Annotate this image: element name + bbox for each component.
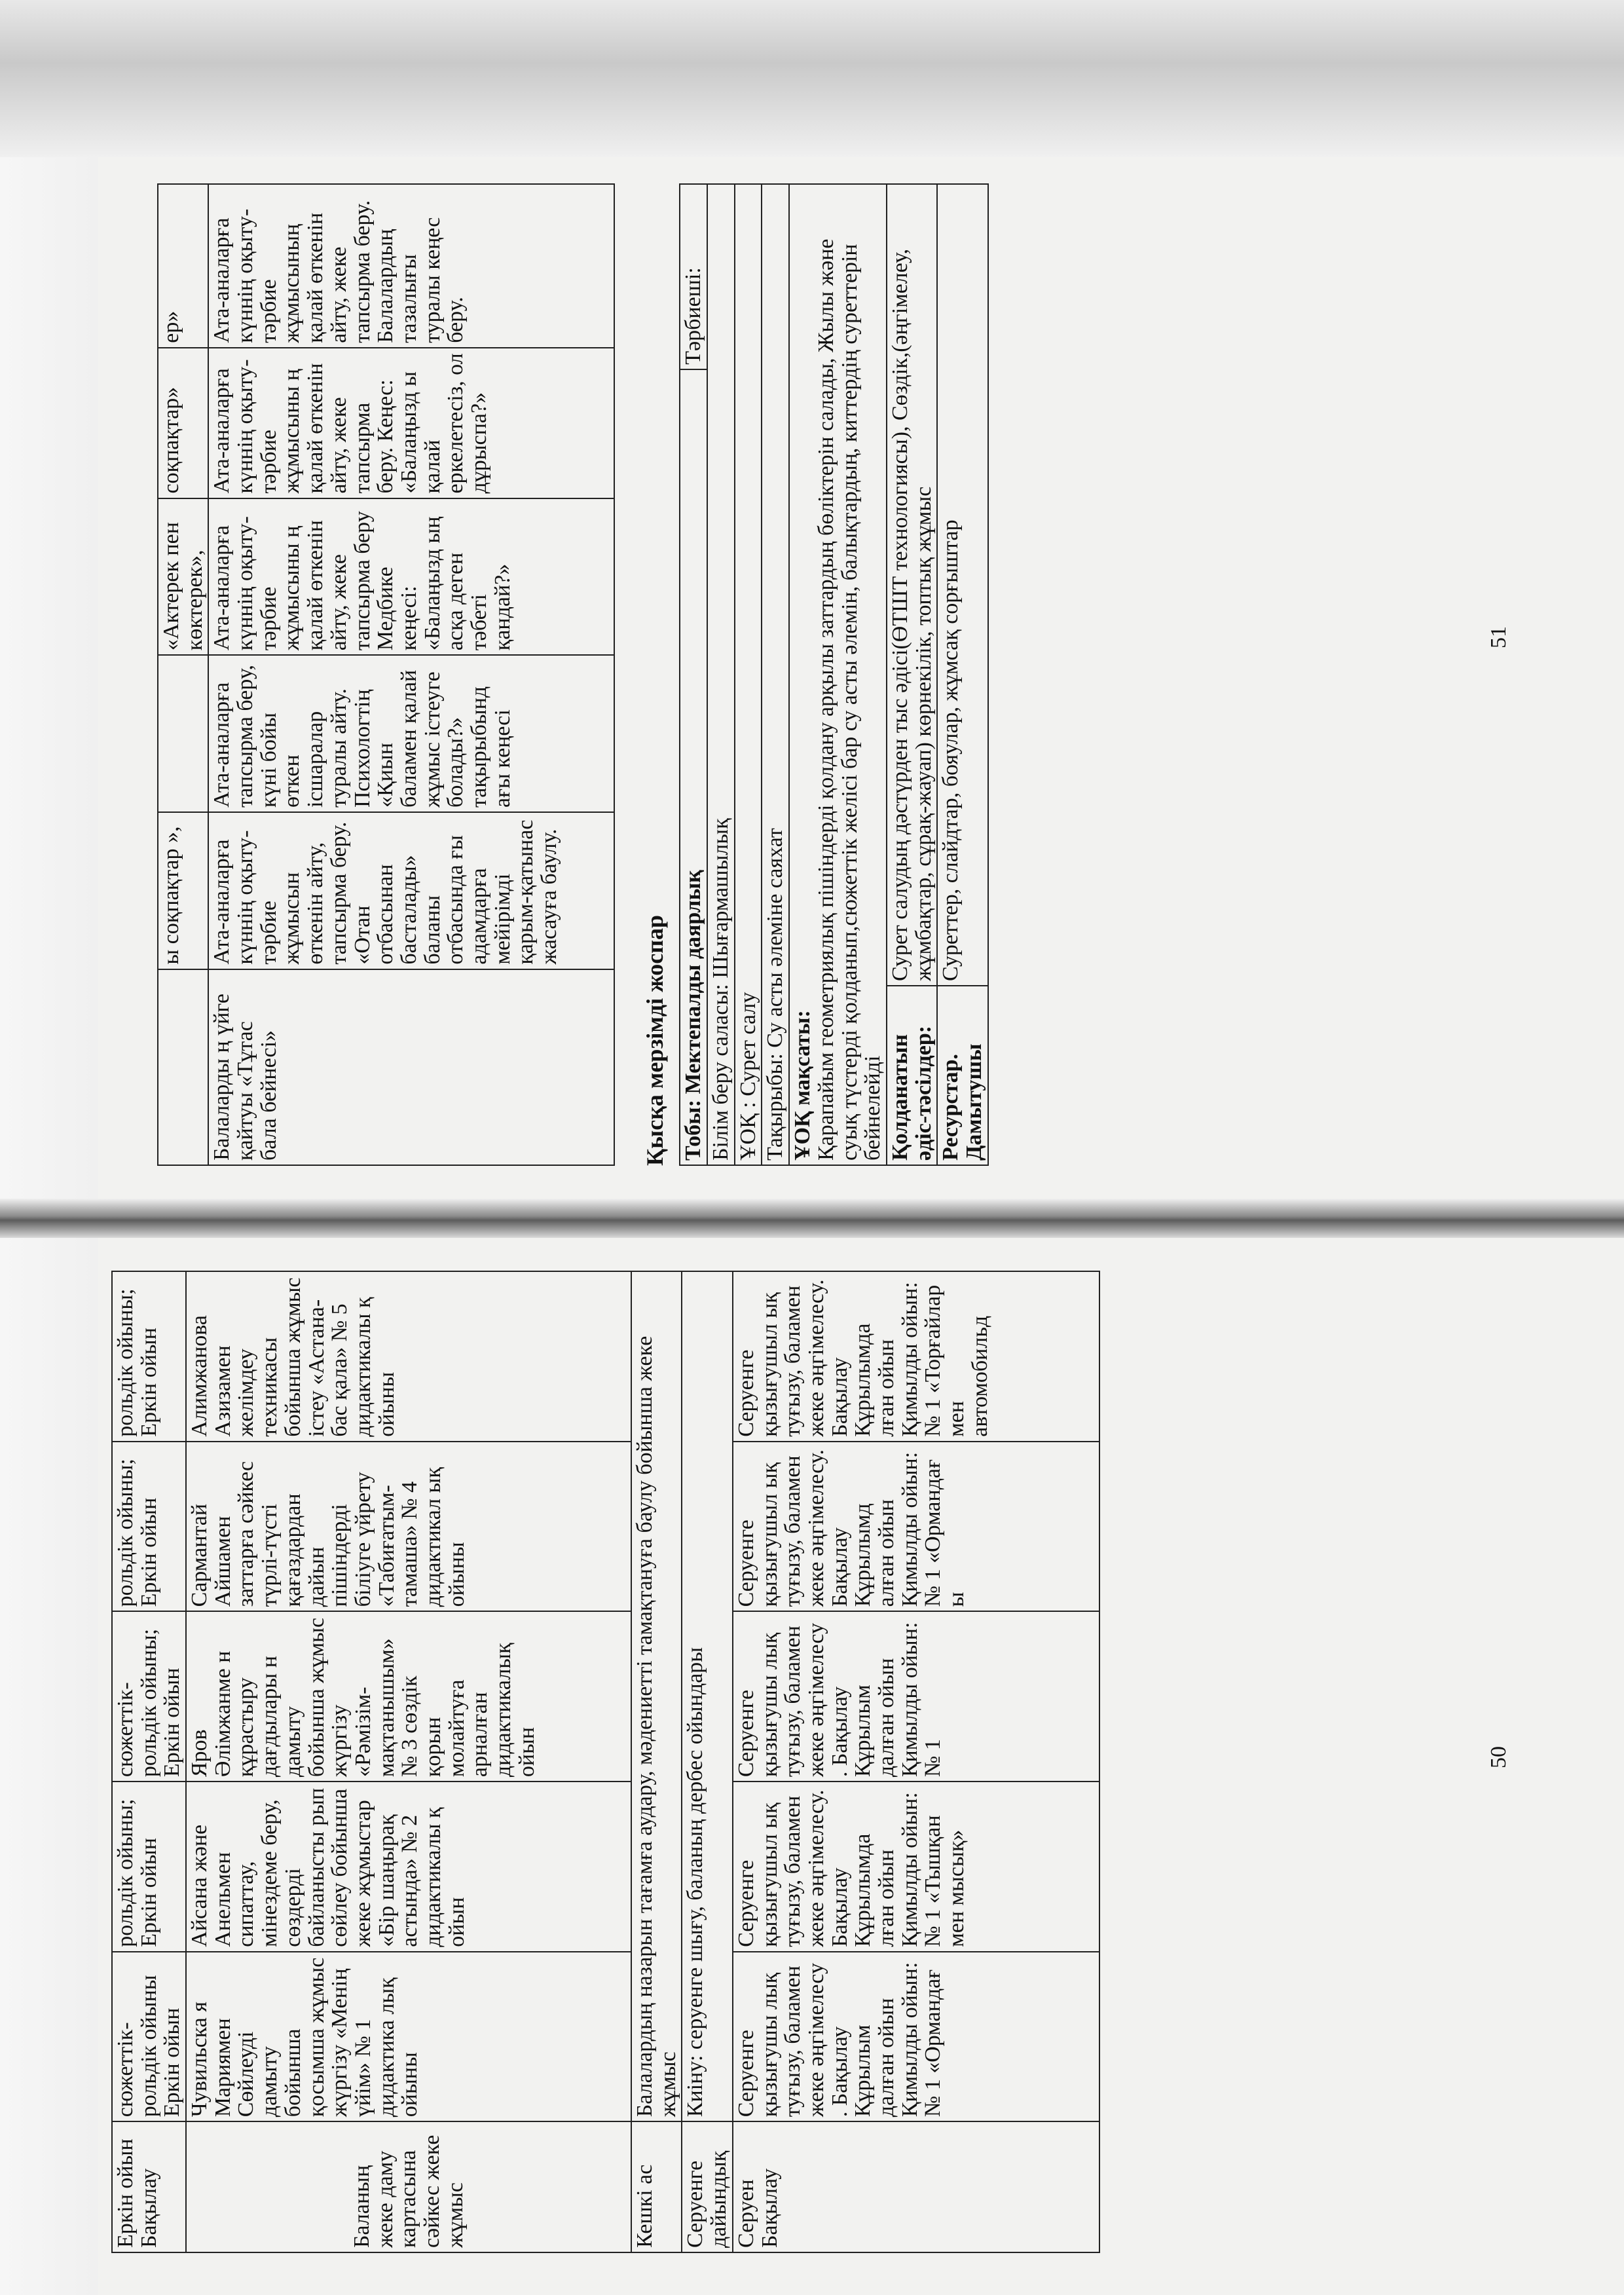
table-cell: Серуенге қызығушыл ық туғызу, баламен жеке әңгімелесу. Бақылау Құрылымд алған ойын Қимылды ойын: № 1 «Ормандағ ы: [733, 1442, 1099, 1612]
row-label: Кешкі ас: [631, 2121, 682, 2252]
table-row: [682, 1271, 732, 2252]
table-cell: рольдік ойыны; Еркін ойын: [112, 1782, 186, 1952]
table-cell: сюжеттік-рольдік ойыны; Еркін ойын: [112, 1611, 186, 1782]
row-label: Серуен Бақылау: [733, 2121, 1099, 2252]
goal-text: Қарапайым геометриялық пішіндерді қолдану арқылы заттардың бөліктерін салады, Жылы және суық түстерді қолданып,сюжеттік желісі бар су асты әлемін, балықтардың, киттердің суреттерін бейнелейді: [813, 238, 885, 1161]
evening-table: [157, 183, 615, 1166]
methods-text: Сурет салудың дәстүрден тыс әдісі(ӨТШТ технологиясы), Сөздік,(әңгімелеу, жұмбақтар, сұрақ-жауап) көрнекілік, топтық жұмыс: [887, 184, 937, 986]
table-cell: Серуенге қызығушыл ық туғызу, баламен жеке әңгімелесу. Бақылау Құрылымда лған ойын Қимылды ойын: № 1 «Тышқан мен мысық»: [733, 1782, 1099, 1952]
row-label: Балаларды ң үйге қайтуы «Тұтас бала бейнесі»: [208, 969, 614, 1165]
goal-cell: [789, 184, 887, 1165]
page-number-50: 50: [1486, 1746, 1511, 1768]
table-cell: Балалардың назарын тағамға аудару, мәдениетті тамақтануға баулу бойынша жеке жұмыс: [631, 1271, 682, 2121]
goal-label: ҰОҚ мақсаты:: [790, 1010, 815, 1161]
resources-label: [937, 986, 987, 1165]
table-row: [887, 184, 937, 1165]
table-cell: Сармантай Айшамен заттарға сәйкес түрлі-түсті қағаздардан дайын пішіндерді біліуге үйрету «Табиғатым-тамаша» № 4 дидактикал ық ойыны: [186, 1442, 631, 1612]
resources-label-text: Ресурстар.: [938, 1054, 963, 1161]
row-label: Еркін ойын Бақылау: [112, 2121, 186, 2252]
table-cell: Ата-аналарға күннің оқыту-тәрбие жұмысыны ң қалай өткенін айту, жеке тапсырма беру Медбике кеңесі: «Балаңызд ың асқа деген тәбеті қандай?»: [208, 498, 614, 656]
group-cell: Тобы: Мектепалды даярлық: [680, 369, 707, 1165]
table-cell: Киіну: серуенге шығу, баланың дербес ойындары: [682, 1271, 732, 2121]
table-cell: ер»: [158, 184, 208, 348]
table-row: [733, 1271, 1099, 2252]
row-label: [158, 969, 208, 1165]
row-label: Баланың жеке даму картасына сәйкес жеке жұмыс: [186, 2121, 631, 2252]
book-gutter: [0, 1199, 1624, 1238]
topic-cell: Тақырыбы: Су асты әлеміне саяхат: [762, 184, 789, 1165]
table-cell: ы соқпақтар »,: [158, 812, 208, 969]
page-50: [111, 1271, 1421, 2253]
table-cell: Айсана және Анельмен сипаттау, мінездеме беру, сөздерді байланысты рып сөйлеу бойынша жеке жұмыстар «Бір шаңырақ астында» № 2 дидактикалы қ ойын: [186, 1782, 631, 1952]
table-cell: «Актерек пен көктерек»,: [158, 498, 208, 656]
plan-title: Қысқа мерзімді жоспар: [642, 914, 669, 1166]
table-row: [762, 184, 789, 1165]
table-row: [158, 184, 208, 1165]
table-cell: Ата-аналарға күннің оқыту-тәрбие жұмысыны ң қалай өткенін айту, жеке тапсырма беру. Кеңес: «Балаңызд ы қалай еркелетесіз, ол дұрыспа?»: [208, 348, 614, 498]
table-cell: Яров Әлімжанме н құрастыру дағдылары н дамыту бойынша жұмыс жүргізу «Рәмізім-мақтанышым» № 3 сөздік қорын молайтуға арналған дидактикалық ойын: [186, 1611, 631, 1782]
dev-label-text: Дамытушы: [961, 1043, 986, 1161]
page-51: [157, 170, 1434, 1166]
teacher-cell: Тәрбиеші:: [680, 184, 707, 369]
table-row: [208, 184, 614, 1165]
table-cell: Ата-аналарға күннің оқыту-тәрбие жұмысының қалай өткенін айту, жеке тапсырма беру. Балалардың тазалығы туралы кеңес беру.: [208, 184, 614, 348]
methods-label: Қолданатын әдіс-тәсілдер:: [887, 986, 937, 1165]
table-row: [680, 184, 707, 1165]
table-cell: Ата-аналарға күннің оқыту-тәрбие жұмысын өткенін айту, тапсырма беру. «Отан отбасынан басталады» баланы отбасында ғы адамдарға мейірімді қарым-қатынас жасауға баулу.: [208, 812, 614, 969]
table-cell: соқпақтар»: [158, 348, 208, 498]
table-row: [789, 184, 887, 1165]
table-cell: Серуенге қызығушы лық туғызу, баламен жеке әңгімелесу . Бақылау Құрылым далған ойын Қимылды ойын: № 1 «Ормандағ: [733, 1952, 1099, 2121]
table-cell: [158, 655, 208, 812]
table-row: [631, 1271, 682, 2252]
scan-shadow: [0, 0, 1624, 157]
resources-text: Суреттер, слайдтар, бояулар, жұмсақ сорғыштар: [937, 184, 987, 986]
area-cell: Білім беру саласы: Шығармашылық: [707, 184, 735, 1165]
table-cell: рольдік ойыны; Еркін ойын: [112, 1442, 186, 1612]
table-row: [186, 1271, 631, 2252]
table-row: [707, 184, 735, 1165]
scan-margin: [0, 0, 98, 2295]
table-cell: Серуенге қызығушыл ық туғызу, баламен жеке әңгімелесу. Бақылау Құрылымда лған ойын Қимылды ойын: № 1 «Торғайлар мен автомобильд: [733, 1271, 1099, 1442]
table-row: [937, 184, 987, 1165]
page-number-51: 51: [1486, 626, 1511, 648]
uok-cell: ҰОҚ : Сурет салу: [735, 184, 762, 1165]
table-row: [735, 184, 762, 1165]
row-label: Серуенге дайындық: [682, 2121, 732, 2252]
table-cell: Серуенге қызығушы лық туғызу, баламен жеке әңгімелесу . Бақылау Құрылым далған ойын Қимылды ойын: № 1: [733, 1611, 1099, 1782]
table-cell: сюжеттік-рольдік ойыны Еркін ойын: [112, 1952, 186, 2121]
table-cell: рольдік ойыны; Еркін ойын: [112, 1271, 186, 1442]
table-cell: Ата-аналарға тапсырма беру, күні бойы өткен ісшаралар туралы айту. Психологтің «Қиын баламен қалай жұмыс істеуге болады?» тақырыбынд ағы кеңесі: [208, 655, 614, 812]
day-table: [111, 1271, 1100, 2253]
table-cell: Чувильска я Мариямен Сөйлеуді дамыту бойынша қосымша жұмыс жүргізу «Менің үйім» № 1 дидактика лық ойыны: [186, 1952, 631, 2121]
plan-table: [679, 183, 988, 1166]
table-cell: Алимжанова Азизамен желімдеу техникасы бойынша жұмыс істеу «Астана-бас қала» № 5 дидактикалы қ ойыны: [186, 1271, 631, 1442]
table-row: [112, 1271, 186, 2252]
